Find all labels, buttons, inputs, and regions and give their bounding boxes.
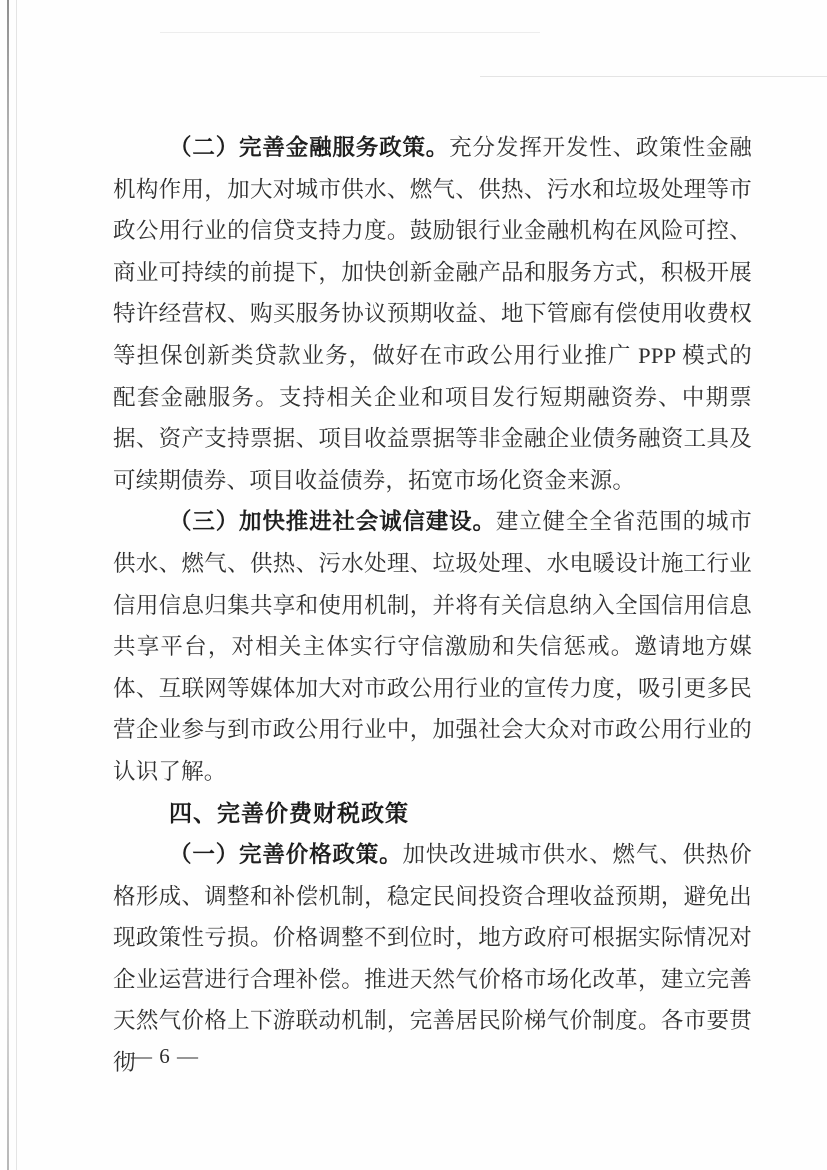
scan-scratch-line-top (160, 32, 540, 33)
scan-edge-artifact-line (7, 0, 9, 1170)
scan-edge-artifact-line-light (16, 0, 17, 1170)
document-body (113, 127, 752, 1084)
paragraph-financial-services-policy (113, 127, 752, 501)
paragraph-price-policy (113, 834, 752, 1084)
paragraph-lead-financial-services: （二）完善金融服务政策。 (169, 135, 450, 160)
paragraph-lead-price-policy: （一）完善价格政策。 (169, 842, 403, 868)
paragraph-social-credit (113, 501, 752, 792)
section-heading-price-fee-tax: 四、完善价费财税政策 (169, 799, 409, 826)
paragraph-body-social-credit: 建立健全全省范围的城市供水、燃气、供热、污水处理、垃圾处理、水电暖设计施工行业信用信息归集共享和使用机制，并将有关信息纳入全国信用信息共享平台，对相关主体实行守信激励和失信惩戒。邀请地方媒体、互联网等媒体加大对市政公用行业的宣传力度，吸引更多民营企业参与到市政公用行业中，加强社会大众对市政公用行业的认识了解。 (113, 509, 752, 784)
page-number: — 6 — (131, 1044, 199, 1068)
paragraph-lead-social-credit: （三）加快推进社会诚信建设。 (169, 509, 496, 535)
paragraph-body-price-policy: 加快改进城市供水、燃气、供热价格形成、调整和补偿机制，稳定民间投资合理收益预期，避免出现政策性亏损。价格调整不到位时，地方政府可根据实际情况对企业运营进行合理补偿。推进天然气价格市场化改革，建立完善天然气价格上下游联动机制，完善居民阶梯气价制度。各市要贯彻 (113, 842, 752, 1076)
scan-scratch-line-upper-right (480, 76, 827, 77)
paragraph-body-financial-services: 充分发挥开发性、政策性金融机构作用，加大对城市供水、燃气、供热、污水和垃圾处理等市政公用行业的信贷支持力度。鼓励银行业金融机构在风险可控、商业可持续的前提下，加快创新金融产品和服务方式，积极开展特许经营权、购买服务协议预期收益、地下管廊有偿使用收费权等担保创新类贷款业务，做好在市政公用行业推广 PPP 模式的配套金融服务。支持相关企业和项目发行短期融资券、中期票据、资产支持票据、项目收益票据等非金融企业债务融资工具及可续期债券、项目收益债券，拓宽市场化资金来源。 (113, 135, 752, 493)
